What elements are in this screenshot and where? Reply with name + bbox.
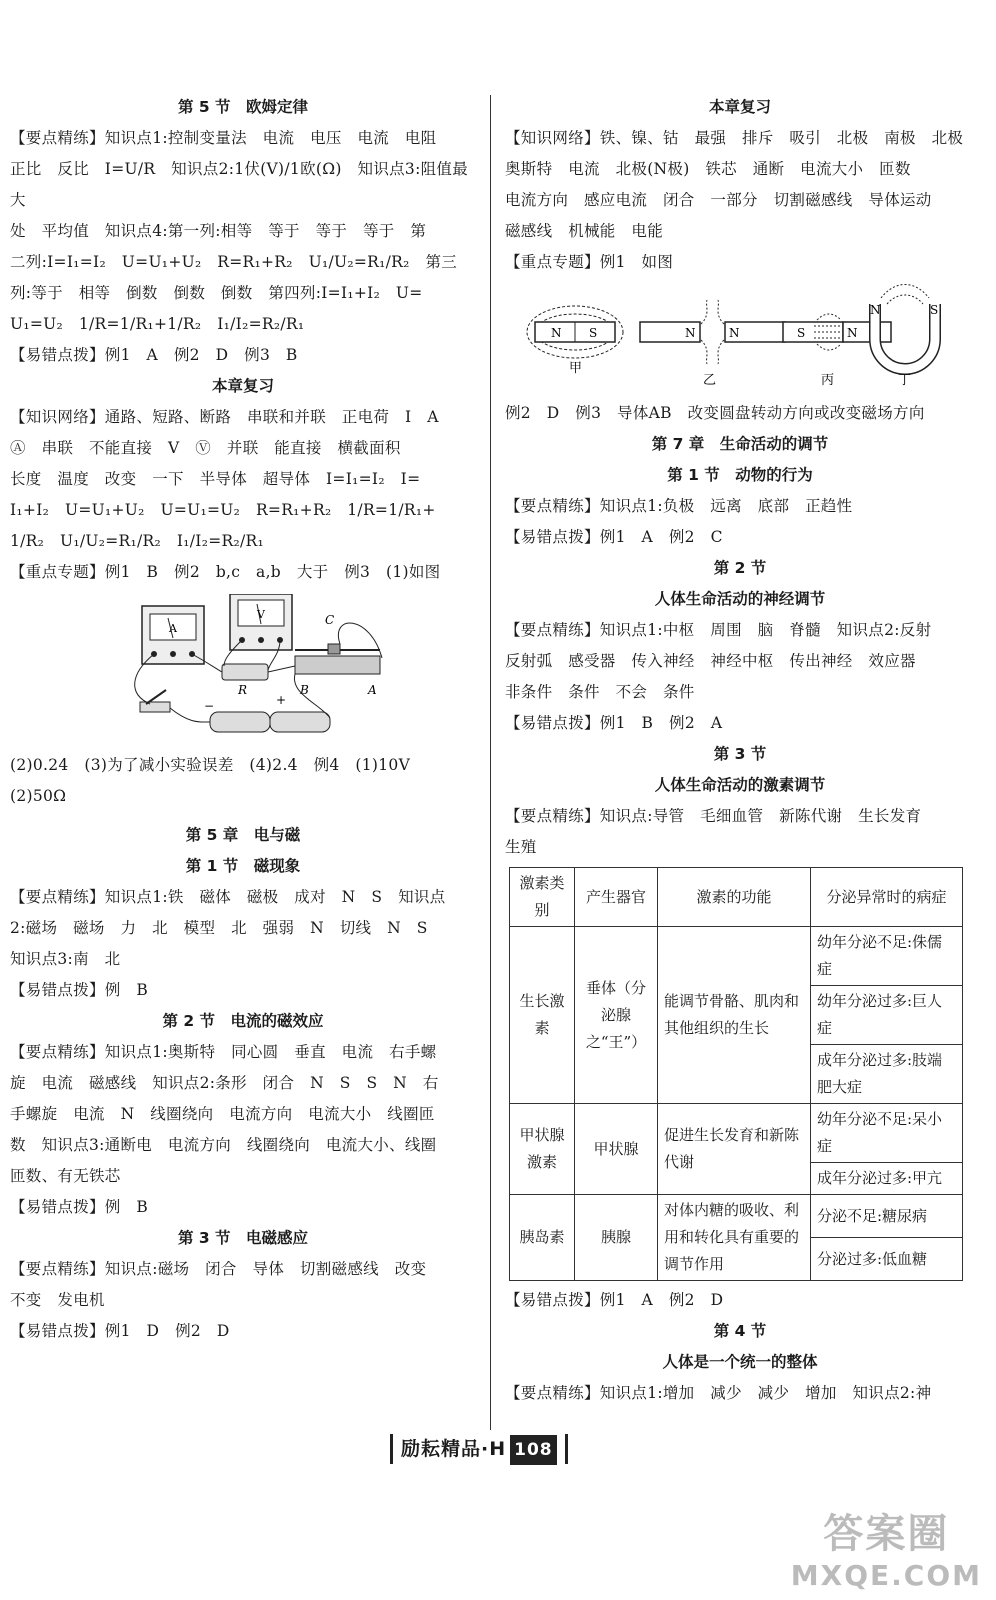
label-plus: +	[276, 693, 287, 707]
table-cell: 成年分泌过多:甲亢	[811, 1163, 963, 1195]
text-line: 【要点精练】知识点1:奥斯特 同心圆 垂直 电流 右手螺	[10, 1043, 437, 1061]
text-line: 不变 发电机	[10, 1291, 105, 1309]
text-line: 【要点精练】知识点1:控制变量法 电流 电压 电流 电阻	[10, 129, 437, 147]
chapter-title: 第 7 章 生命活动的调节	[651, 435, 829, 453]
section-title: 本章复习	[708, 98, 771, 116]
text-line: 【易错点拨】例 B	[10, 981, 149, 999]
table-header: 激素的功能	[658, 868, 811, 927]
text-line: 手螺旋 电流 N 线圈绕向 电流方向 电流大小 线圈匝	[10, 1105, 435, 1123]
table-row	[510, 927, 963, 986]
section-title: 本章复习	[211, 377, 274, 395]
table-cell: 能调节骨骼、肌肉和其他组织的生长	[658, 927, 811, 1104]
rheostat	[295, 656, 380, 674]
text-line: 1/R₂ U₁/U₂=R₁/R₂ I₁/I₂=R₂/R₁	[10, 532, 264, 550]
label-a: A	[368, 683, 377, 697]
table-cell: 胰岛素	[510, 1195, 575, 1281]
text-line: 【知识网络】通路、短路、断路 串联和并联 正电荷 I A	[10, 408, 439, 426]
text-line: 数 知识点3:通断电 电流方向 线圈绕向 电流大小、线圈	[10, 1136, 437, 1154]
page-footer	[390, 1432, 600, 1468]
text-line: 2:磁场 磁场 力 北 模型 北 强弱 N 切线 N S	[10, 919, 428, 937]
table-cell: 分泌不足:糖尿病	[811, 1195, 963, 1238]
text-line: 非条件 条件 不会 条件	[505, 683, 695, 701]
text-line: 【易错点拨】例1 B 例2 A	[505, 714, 723, 732]
text-line: 处 平均值 知识点4:第一列:相等 等于 等于 等于 第	[10, 222, 427, 240]
page-number: 108	[510, 1435, 557, 1465]
text-line: 【重点专题】例1 B 例2 b,c a,b 大于 例3 (1)如图	[10, 563, 441, 581]
text-line: 正比 反比 I=U/R 知识点2:1伏(V)/1欧(Ω) 知识点3:阻值最大	[10, 160, 469, 209]
text-line: 旋 电流 磁感线 知识点2:条形 闭合 N S S N 右	[10, 1074, 439, 1092]
label-ding: 丁	[898, 373, 912, 388]
column-divider	[490, 95, 491, 1430]
text-line: 【要点精练】知识点1:铁 磁体 磁极 成对 N S 知识点	[10, 888, 446, 906]
label-minus: −	[204, 699, 215, 713]
text-line: 磁感线 机械能 电能	[505, 222, 664, 240]
watermark-line-2: MXQE.COM	[790, 1559, 982, 1592]
text-line: (2)50Ω	[10, 787, 67, 805]
text-line: 【要点精练】知识点:磁场 闭合 导体 切割磁感线 改变	[10, 1260, 427, 1278]
text-line: 【要点精练】知识点:导管 毛细血管 新陈代谢 生长发育	[505, 807, 922, 825]
table-cell: 甲状腺激素	[510, 1104, 575, 1195]
label-r: R	[238, 683, 248, 697]
section-subtitle: 人体是一个统一的整体	[662, 1353, 818, 1371]
text-line: 【易错点拨】例1 A 例2 C	[505, 528, 723, 546]
text-line: 电流方向 感应电流 闭合 一部分 切割磁感线 导体运动	[505, 191, 932, 209]
text-line: 【重点专题】例1 如图	[505, 253, 674, 271]
table-cell: 促进生长发育和新陈代谢	[658, 1104, 811, 1195]
table-cell: 胰腺	[575, 1195, 658, 1281]
circuit-figure	[10, 594, 476, 744]
brand-name: 励耘精品·H	[401, 1438, 507, 1460]
watermark	[791, 1502, 982, 1592]
text-line: 奥斯特 电流 北极(N极) 铁芯 通断 电流大小 匝数	[505, 160, 911, 178]
table-cell: 分泌过多:低血糖	[811, 1238, 963, 1281]
label-b: B	[300, 683, 309, 697]
table-header: 产生器官	[575, 868, 658, 927]
section-title: 第 4 节	[713, 1322, 767, 1340]
text-line: I₁+I₂ U=U₁+U₂ U=U₁=U₂ R=R₁+R₂ 1/R=1/R₁+	[10, 501, 436, 519]
text-line: 列:等于 相等 倒数 倒数 倒数 第四列:I=I₁+I₂ U=	[10, 284, 423, 302]
section-title: 第 1 节 磁现象	[185, 857, 301, 875]
hormone-table	[509, 867, 963, 1281]
resistor-r	[222, 664, 268, 680]
svg-text:N: N	[729, 326, 740, 340]
section-subtitle: 人体生命活动的激素调节	[654, 776, 826, 794]
text-line: 【易错点拨】例 B	[10, 1198, 149, 1216]
text-line: 【易错点拨】例1 A 例2 D 例3 B	[10, 346, 298, 364]
table-cell: 垂体（分泌腺之“王”）	[575, 927, 658, 1104]
text-line: 生殖	[505, 838, 537, 856]
svg-text:S: S	[930, 303, 939, 317]
table-row	[510, 1195, 963, 1238]
voltmeter-label: V	[257, 608, 265, 621]
table-cell: 甲状腺	[575, 1104, 658, 1195]
table-cell: 幼年分泌过多:巨人症	[811, 986, 963, 1045]
label-yi: 乙	[703, 373, 717, 388]
text-line: (2)0.24 (3)为了减小实验误差 (4)2.4 例4 (1)10V	[10, 756, 411, 774]
svg-text:N: N	[847, 326, 858, 340]
chapter-title: 第 5 章 电与磁	[185, 826, 301, 844]
table-cell: 幼年分泌不足:侏儒症	[811, 927, 963, 986]
left-column	[10, 92, 476, 1347]
brand-mark	[390, 1434, 568, 1464]
table-cell: 生长激素	[510, 927, 575, 1104]
section-title: 第 2 节	[713, 559, 767, 577]
label-c: C	[325, 613, 335, 627]
table-row	[510, 1104, 963, 1163]
battery-1	[210, 712, 270, 732]
text-line: 二列:I=I₁=I₂ U=U₁+U₂ R=R₁+R₂ U₁/U₂=R₁/R₂ 第三	[10, 253, 458, 271]
text-line: 反射弧 感受器 传入神经 神经中枢 传出神经 效应器	[505, 652, 916, 670]
text-line: 匝数、有无铁芯	[10, 1167, 121, 1185]
svg-text:N: N	[870, 303, 881, 317]
text-line: 【要点精练】知识点1:增加 减少 减少 增加 知识点2:神	[505, 1384, 932, 1402]
table-cell: 对体内糖的吸收、利用和转化具有重要的调节作用	[658, 1195, 811, 1281]
table-header: 分泌异常时的病症	[811, 868, 963, 927]
text-line: 【易错点拨】例1 D 例2 D	[10, 1322, 230, 1340]
circuit-diagram	[120, 594, 480, 744]
magnet-figure	[505, 284, 975, 392]
text-line: 【易错点拨】例1 A 例2 D	[505, 1291, 724, 1309]
section-subtitle: 人体生命活动的神经调节	[654, 590, 826, 608]
label-jia: 甲	[569, 361, 583, 376]
svg-text:N: N	[551, 326, 562, 340]
table-header: 激素类别	[510, 868, 575, 927]
section-title: 第 3 节	[713, 745, 767, 763]
ammeter-label: A	[169, 622, 177, 635]
text-line: 【要点精练】知识点1:负极 远离 底部 正趋性	[505, 497, 853, 515]
section-title: 第 2 节 电流的磁效应	[162, 1012, 324, 1030]
table-header-row	[510, 868, 963, 927]
svg-text:N: N	[685, 326, 696, 340]
svg-text:S: S	[797, 326, 806, 340]
battery-2	[270, 712, 330, 732]
magnet-diagram	[525, 284, 965, 392]
text-line: 知识点3:南 北	[10, 950, 121, 968]
text-line: 例2 D 例3 导体AB 改变圆盘转动方向或改变磁场方向	[505, 404, 925, 422]
text-line: 长度 温度 改变 一下 半导体 超导体 I=I₁=I₂ I=	[10, 470, 421, 488]
label-bing: 丙	[821, 373, 835, 388]
section-title: 第 3 节 电磁感应	[177, 1229, 309, 1247]
text-line: 【要点精练】知识点1:中枢 周围 脑 脊髓 知识点2:反射	[505, 621, 932, 639]
section-title: 第 1 节 动物的行为	[667, 466, 813, 484]
text-line: U₁=U₂ 1/R=1/R₁+1/R₂ I₁/I₂=R₂/R₁	[10, 315, 305, 333]
watermark-line-1: 答案圈	[823, 1511, 950, 1557]
text-line: 【知识网络】铁、镍、钴 最强 排斥 吸引 北极 南极 北极	[505, 129, 964, 147]
right-column	[505, 92, 975, 1409]
table-cell: 成年分泌过多:肢端肥大症	[811, 1045, 963, 1104]
section-title: 第 5 节 欧姆定律	[177, 98, 309, 116]
text-line: Ⓐ 串联 不能直接 V Ⓥ 并联 能直接 横截面积	[10, 439, 401, 457]
table-cell: 幼年分泌不足:呆小症	[811, 1104, 963, 1163]
svg-text:S: S	[589, 326, 598, 340]
